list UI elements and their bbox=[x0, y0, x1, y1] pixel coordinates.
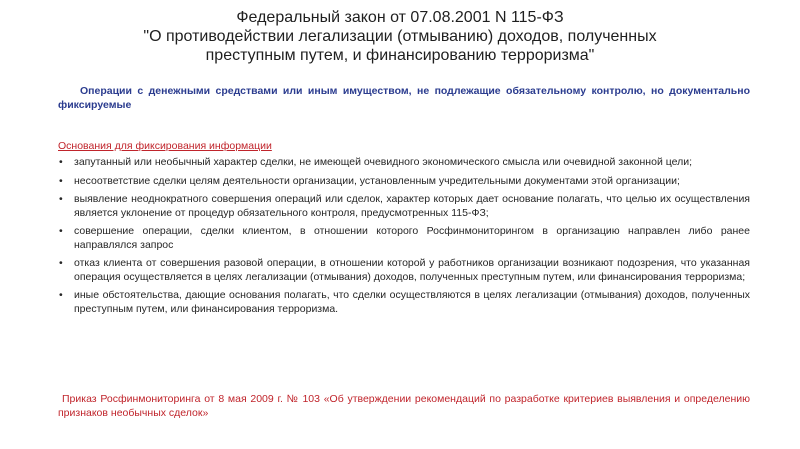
list-item: • иные обстоятельства, дающие основания полагать, что сделки осуществляются в целях легализации (отмывания) доходов, полученных преступным путем, или финансирования терроризма. bbox=[58, 289, 750, 316]
subheading: Операции с денежными средствами или иным имуществом, не подлежащие обязательному контролю, но документально фиксируемые bbox=[58, 85, 750, 111]
title-line-2: "О противодействии легализации (отмыванию) доходов, полученных bbox=[143, 28, 657, 45]
page-title bbox=[60, 8, 740, 65]
list-item: • запутанный или необычный характер сделки, не имеющей очевидного экономического смысла или очевидной законной цели; bbox=[58, 156, 750, 170]
title-line-1: Федеральный закон от 07.08.2001 N 115-ФЗ bbox=[236, 9, 564, 26]
order-reference: Приказ Росфинмониторинга от 8 мая 2009 г. № 103 «Об утверждении рекомендаций по разработке критериев выявления и определению признаков необычных сделок» bbox=[58, 393, 750, 419]
list-item: • выявление неоднократного совершения операций или сделок, характер которых дает основание полагать, что целью их осуществления является уклонение от процедур обязательного контроля, предусмотренных 115-ФЗ; bbox=[58, 193, 750, 220]
list-item: • совершение операции, сделки клиентом, в отношении которого Росфинмониторингом в организацию направлен либо ранее направлялся запрос bbox=[58, 225, 750, 252]
list-item: • отказ клиента от совершения разовой операции, в отношении которой у работников организации возникают подозрения, что указанная операция осуществляется в целях легализации (отмывания) доходов, полученных преступным путем, или финансирования терроризма; bbox=[58, 257, 750, 284]
list-item: • несоответствие сделки целям деятельности организации, установленным учредительными документами этой организации; bbox=[58, 175, 750, 189]
basis-heading: Основания для фиксирования информации bbox=[58, 140, 272, 152]
grounds-list bbox=[58, 156, 750, 321]
title-line-3: преступным путем, и финансированию терроризма" bbox=[205, 47, 595, 64]
